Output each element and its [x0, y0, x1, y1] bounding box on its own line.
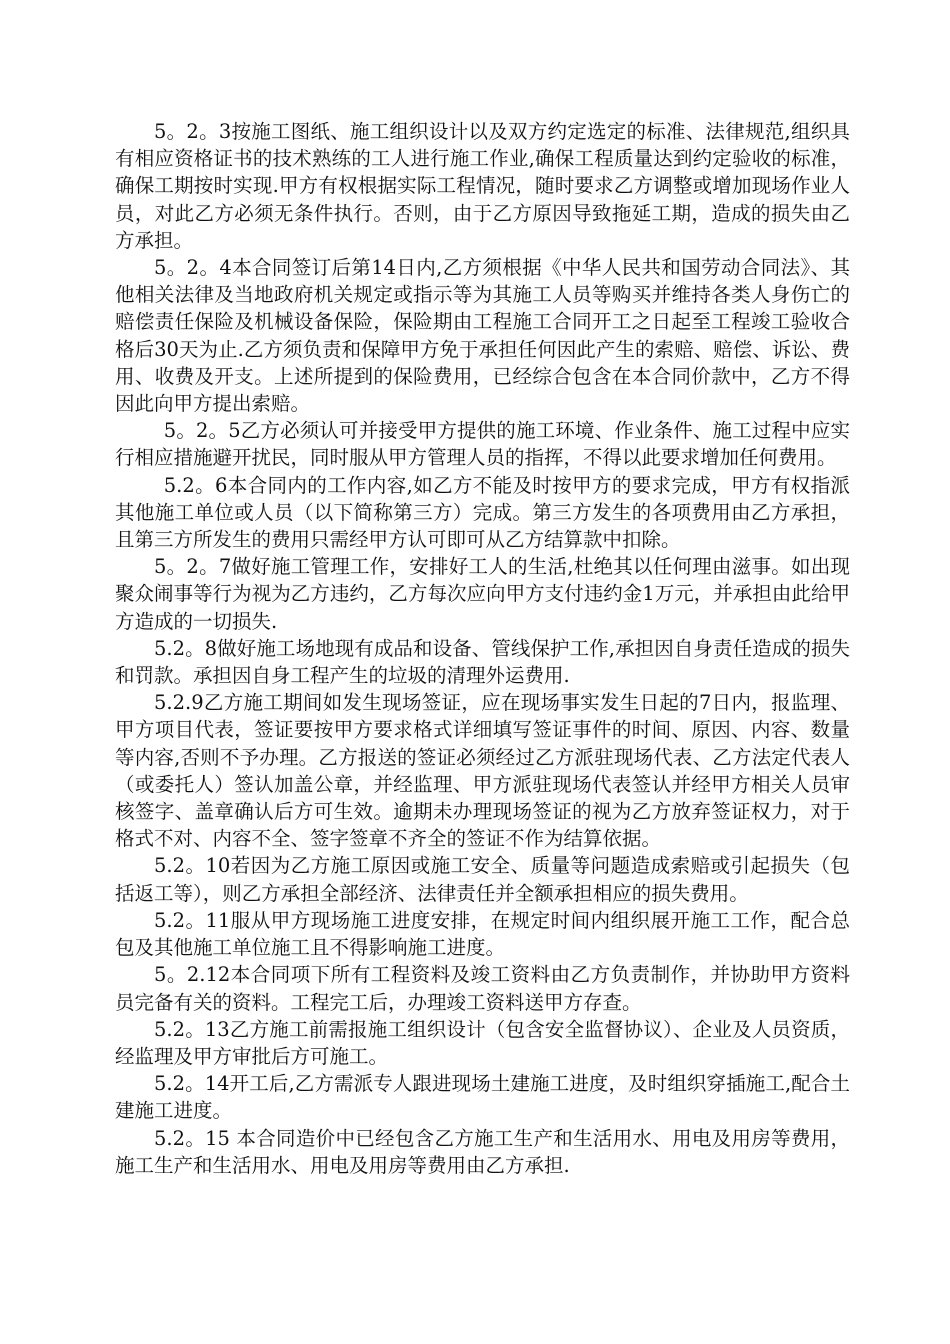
clause-5-2-7: 5。2。7做好施工管理工作，安排好工人的生活,杜绝其以任何理由滋事。如出现聚众闹事等行为视为乙方违约，乙方每次应向甲方支付违约金1万元，并承担由此给甲方造成的一切损失. [115, 555, 850, 633]
clause-5-2-6: 5.2。6本合同内的工作内容,如乙方不能及时按甲方的要求完成，甲方有权指派其他施工单位或人员（以下简称第三方）完成。第三方发生的各项费用由乙方承担，且第三方所发生的费用只需经甲方认可即可从乙方结算款中扣除。 [115, 473, 850, 552]
clause-5-2-9: 5.2.9乙方施工期间如发生现场签证，应在现场事实发生日起的7日内，报监理、甲方项目代表，签证要按甲方要求格式详细填写签证事件的时间、原因、内容、数量等内容,否则不予办理。乙方报送的签证必须经过乙方派驻现场代表、乙方法定代表人（或委托人）签认加盖公章，并经监理、甲方派驻现场代表签认并经甲方相关人员审核签字、盖章确认后方可生效。逾期未办理现场签证的视为乙方放弃签证权力，对于格式不对、内容不全、签字签章不齐全的签证不作为结算依据。 [115, 691, 850, 851]
clause-5-2-10: 5.2。10若因为乙方施工原因或施工安全、质量等问题造成索赔或引起损失（包括返工等），则乙方承担全部经济、法律责任并全额承担相应的损失费用。 [115, 854, 850, 905]
clause-5-2-4: 5。2。4本合同签订后第14日内,乙方须根据《中华人民共和国劳动合同法》、其他相关法律及当地政府机关规定或指示等为其施工人员等购买并维持各类人身伤亡的赔偿责任保险及机械设备保险，保险期由工程施工合同开工之日起至工程竣工验收合格后30天为止.乙方须负责和保障甲方免于承担任何因此产生的索赔、赔偿、诉讼、费用、收费及开支。上述所提到的保险费用，已经综合包含在本合同价款中，乙方不得因此向甲方提出索赔。 [115, 256, 850, 416]
clause-5-2-13: 5.2。13乙方施工前需报施工组织设计（包含安全监督协议）、企业及人员资质，经监理及甲方审批后方可施工。 [115, 1017, 850, 1068]
clause-5-2-5: 5。2。5乙方必须认可并接受甲方提供的施工环境、作业条件、施工过程中应实行相应措施避开扰民，同时服从甲方管理人员的指挥，不得以此要求增加任何费用。 [115, 419, 850, 470]
clause-5-2-3: 5。2。3按施工图纸、施工组织设计以及双方约定选定的标准、法律规范,组织具有相应资格证书的技术熟练的工人进行施工作业,确保工程质量达到约定验收的标准，确保工期按时实现.甲方有权根据实际工程情况，随时要求乙方调整或增加现场作业人员，对此乙方必须无条件执行。否则，由于乙方原因导致拖延工期，造成的损失由乙方承担。 [115, 120, 850, 252]
document-page [115, 118, 850, 1179]
clause-5-2-14: 5.2。14开工后,乙方需派专人跟进现场土建施工进度，及时组织穿插施工,配合土建施工进度。 [115, 1072, 850, 1123]
clause-5-2-15: 5.2。15 本合同造价中已经包含乙方施工生产和生活用水、用电及用房等费用，施工生产和生活用水、用电及用房等费用由乙方承担. [115, 1126, 850, 1177]
clause-5-2-8: 5.2。8做好施工场地现有成品和设备、管线保护工作,承担因自身责任造成的损失和罚款。承担因自身工程产生的垃圾的清理外运费用. [115, 636, 850, 688]
clause-5-2-11: 5.2。11服从甲方现场施工进度安排，在规定时间内组织展开施工工作，配合总包及其他施工单位施工且不得影响施工进度。 [115, 908, 850, 960]
clause-5-2-12: 5。2.12本合同项下所有工程资料及竣工资料由乙方负责制作，并协助甲方资料员完备有关的资料。工程完工后，办理竣工资料送甲方存查。 [115, 963, 850, 1014]
